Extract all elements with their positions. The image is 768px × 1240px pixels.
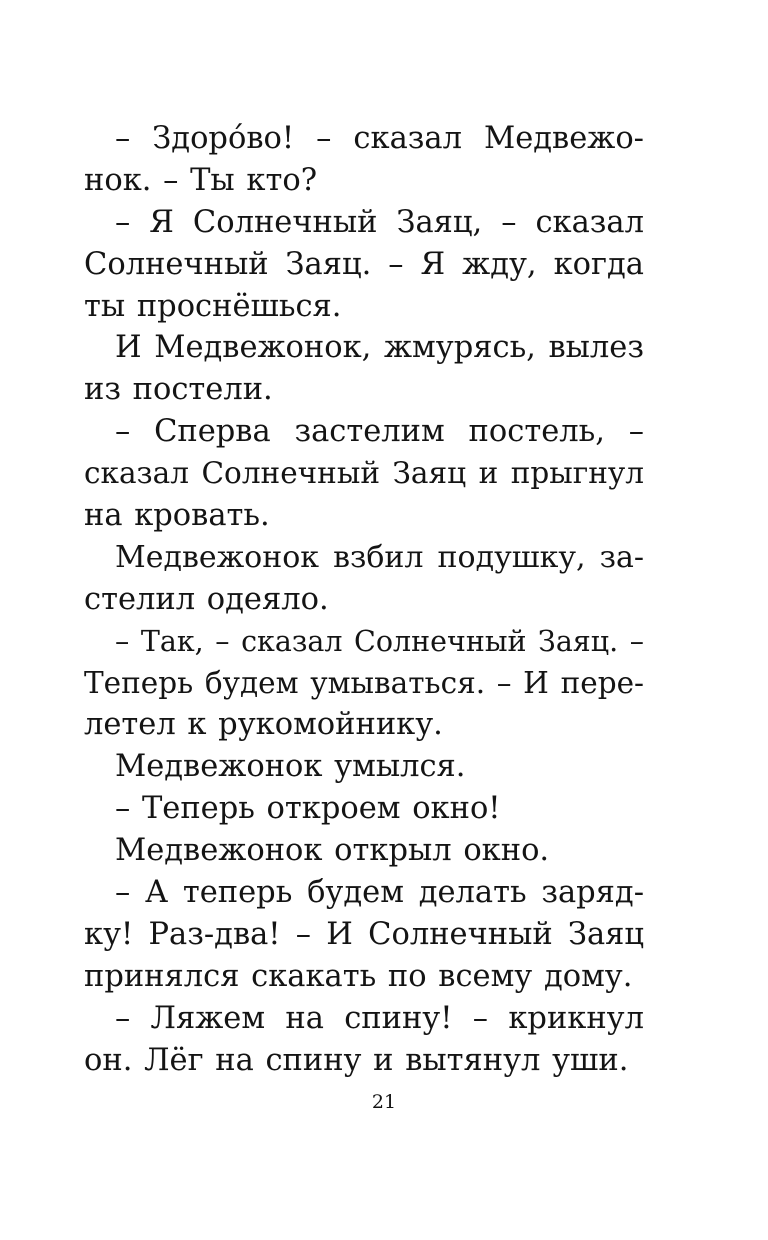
- body-text: [84, 118, 644, 1081]
- text-line: Медвежонок умылся.: [115, 749, 466, 785]
- text-line: – Ляжем на спину! – крикнул: [115, 1000, 644, 1036]
- text-line: принялся скакать по всему дому.: [84, 958, 633, 994]
- text-line: – Сперва застелим постель, –: [115, 414, 644, 450]
- text-line: И Медвежонок, жмурясь, вылез: [115, 330, 644, 366]
- text-line: ты проснёшься.: [84, 288, 342, 324]
- text-line: летел к рукомойнику.: [84, 707, 443, 743]
- text-line: Медвежонок взбил подушку, за-: [115, 539, 644, 575]
- text-line: – Здоро́во! – сказал Медвежо-: [115, 121, 644, 156]
- text-line: Медвежонок открыл окно.: [115, 833, 550, 869]
- text-line: сказал Солнечный Заяц и прыгнул: [84, 456, 644, 491]
- text-line: ку! Раз-два! – И Солнечный Заяц: [84, 916, 644, 952]
- text-line: – Теперь откроем окно!: [115, 791, 501, 827]
- text-line: стелил одеяло.: [84, 581, 329, 617]
- text-line: он. Лёг на спину и вытянул уши.: [84, 1042, 629, 1078]
- text-line: Теперь будем умываться. – И пере-: [84, 665, 644, 700]
- text-line: нок. – Ты кто?: [84, 162, 318, 198]
- text-line: на кровать.: [84, 498, 270, 534]
- page-number: 21: [371, 1091, 397, 1113]
- text-line: из постели.: [84, 372, 273, 408]
- text-line: – Я Солнечный Заяц, – сказал: [115, 204, 644, 240]
- text-line: Солнечный Заяц. – Я жду, когда: [84, 246, 644, 282]
- text-line: – Так, – сказал Солнечный Заяц. –: [115, 624, 644, 658]
- text-line: – А теперь будем делать заряд-: [115, 875, 644, 911]
